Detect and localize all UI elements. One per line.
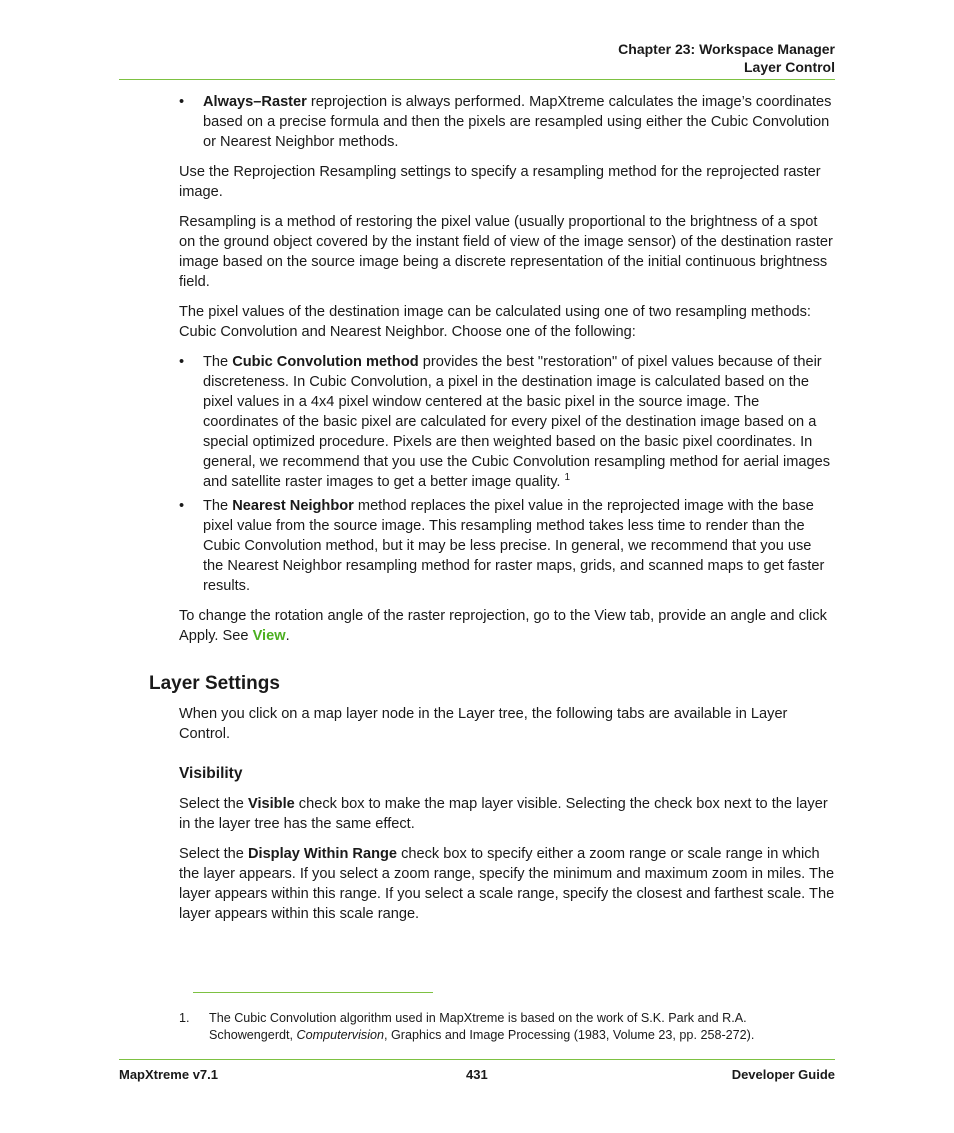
list-item: • The Cubic Convolution method provides the best "restoration" of pixel values because of their discreteness. In Cubic Convolution, a pixel in the destination image is calculated based on the pixel values in a 4x4 pixel window centered at the basic pixel in the source image. The coordinates of the basic pixel are calculated for every pixel of the destination image based on a special optimized procedure. Pixels are then weighted based on the basic pixel coordinates. In general, we recommend that you use the Cubic Convolution resampling method for aerial images and satellite raster images to get a better image quality. $^1$ bbox=[179, 352, 835, 492]
paragraph: When you click on a map layer node in the Layer tree, the following tabs are available in Layer Control. bbox=[179, 706, 788, 742]
list-item bbox=[179, 92, 835, 152]
header-rule bbox=[119, 79, 835, 80]
footnote: 1. The Cubic Convolution algorithm used in MapXtreme is based on the work of S.K. Park and R.A. Schowengerdt, Computervision, Graphics and Image Processing (1983, Volume 23, pp. 258-272). bbox=[179, 1011, 755, 1042]
view-link[interactable]: View bbox=[252, 628, 286, 644]
footnote-rule bbox=[193, 992, 433, 993]
header-chapter: Chapter 23: Workspace Manager bbox=[618, 41, 835, 57]
bullet-text: method replaces the pixel value in the reprojected image with the base pixel value from the source image. This resampling method takes less time to render than the Cubic Convolution method, but it may be less precise. In general, we recommend that you use the Nearest Neighbor resampling method for raster maps, grids, and scanned maps to get faster results. bbox=[203, 498, 825, 594]
bullet-term: Always–Raster bbox=[203, 94, 307, 110]
footer-product: MapXtreme v7.1 bbox=[119, 1067, 218, 1082]
footnote-number: 1. bbox=[179, 1011, 190, 1025]
main-content bbox=[149, 92, 835, 934]
footer-rule bbox=[119, 1059, 835, 1060]
footer-guide: Developer Guide bbox=[731, 1067, 835, 1082]
bullet-term: Cubic Convolution method bbox=[232, 354, 419, 370]
paragraph: Select the Visible check box to make the map layer visible. Selecting the check box next to the layer in the layer tree has the same effect. bbox=[179, 796, 828, 832]
paragraph: The pixel values of the destination image can be calculated using one of two resampling methods: Cubic Convolution and Nearest Neighbor. Choose one of the following: bbox=[179, 304, 811, 340]
header-section: Layer Control bbox=[743, 59, 835, 75]
footnote-ref[interactable]: 1 bbox=[564, 472, 571, 483]
subsection-heading: Visibility bbox=[179, 765, 243, 782]
paragraph: Resampling is a method of restoring the pixel value (usually proportional to the brightness of a spot on the ground object covered by the instant field of view of the image sensor) of the destination raster image based on the source image being a discrete representation of the initial continuous brightness field. bbox=[179, 214, 833, 290]
paragraph: To change the rotation angle of the raster reprojection, go to the View tab, provide an angle and click Apply. See View. bbox=[179, 608, 827, 644]
paragraph: Use the Reprojection Resampling settings to specify a resampling method for the reprojected raster image. bbox=[179, 164, 821, 200]
list-item: • The Nearest Neighbor method replaces the pixel value in the reprojected image with the base pixel value from the source image. This resampling method takes less time to render than the Cubic Convolution method, but it may be less precise. In general, we recommend that you use the Nearest Neighbor resampling method for raster maps, grids, and scanned maps to get faster results. bbox=[179, 496, 835, 596]
page-number: 431 bbox=[466, 1067, 488, 1082]
section-heading: Layer Settings bbox=[149, 673, 280, 694]
paragraph: Select the Display Within Range check box to specify either a zoom range or scale range in which the layer appears. If you select a zoom range, specify the minimum and maximum zoom in miles. The layer appears within this range. If you select a scale range, specify the closest and farthest scale. The layer appears within this scale range. bbox=[179, 846, 835, 922]
page-header bbox=[618, 40, 835, 76]
reprojection-bullets bbox=[179, 92, 835, 152]
bullet-text: provides the best "restoration" of pixel values because of their discreteness. In Cubic Convolution, a pixel in the destination image is calculated based on the pixel values in a 4x4 pixel window centered at the basic pixel in the source image. The coordinates of the basic pixel are calculated for every pixel of the destination image based on a special optimized procedure. Pixels are then weighted based on the basic pixel coordinates. In general, we recommend that you use the Cubic Convolution resampling method for aerial images and satellite raster images to get a better image quality. bbox=[203, 354, 831, 490]
bullet-text: reprojection is always performed. MapXtreme calculates the image’s coordinates based on a precise formula and then the pixels are resampled using either the Cubic Convolution or Nearest Neighbor methods. bbox=[203, 94, 832, 150]
bullet-term: Nearest Neighbor bbox=[232, 498, 354, 514]
method-bullets bbox=[179, 352, 835, 596]
